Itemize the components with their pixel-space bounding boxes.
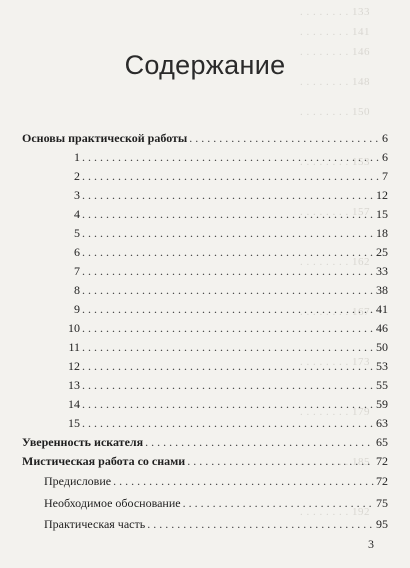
toc-entry[interactable] <box>22 129 388 148</box>
toc-entry-page: 6 <box>382 150 388 164</box>
dot-leader <box>82 319 374 338</box>
toc-entry[interactable] <box>22 433 388 452</box>
toc-entry-page: 59 <box>376 397 388 411</box>
toc-entry-page: 6 <box>382 131 388 145</box>
toc-entry-label: 2 <box>74 169 80 183</box>
toc-entry-label: 11 <box>68 340 80 354</box>
dot-leader <box>82 281 374 300</box>
dot-leader <box>82 300 374 319</box>
toc-entry-page: 38 <box>376 283 388 297</box>
toc-entry[interactable] <box>22 243 388 262</box>
dot-leader <box>82 148 380 167</box>
toc-entry[interactable] <box>22 471 388 493</box>
page-title: Содержание <box>124 50 286 81</box>
toc-entry-label: 1 <box>74 150 80 164</box>
toc-entry-page: 7 <box>382 169 388 183</box>
toc-entry-label: 10 <box>68 321 80 335</box>
table-of-contents <box>22 129 388 536</box>
toc-entry[interactable] <box>22 395 388 414</box>
toc-entry-page: 72 <box>376 474 388 488</box>
dot-leader <box>113 471 374 493</box>
toc-entry[interactable] <box>22 376 388 395</box>
toc-entry-label: 15 <box>68 416 80 430</box>
dot-leader <box>187 452 374 471</box>
toc-entry-label: Предисловие <box>44 474 112 488</box>
toc-entry-label: 5 <box>74 226 80 240</box>
toc-entry[interactable] <box>22 493 388 515</box>
toc-entry-label: 3 <box>74 188 80 202</box>
toc-entry-label: 13 <box>68 378 80 392</box>
dot-leader <box>189 129 380 148</box>
toc-entry-label: 14 <box>68 397 80 411</box>
toc-entry[interactable] <box>22 224 388 243</box>
show-through-background: . . . . . . . . 133 . . . . . . . . 141 . . . . . . . . 146 . . . . . . . . 148 . . . . . . . . 150 . . . . . . . . 153 . . . . . . . . 157 . . . . . . . . 162 . . . . . . . . 167 . . . . . . . . 173 . . . . . . . . 179 . . . . . . . . 185 . . . . . . . . 192 <box>300 6 370 518</box>
dot-leader <box>82 205 374 224</box>
dot-leader <box>147 514 374 536</box>
toc-entry-page: 33 <box>376 264 388 278</box>
toc-entry[interactable] <box>22 148 388 167</box>
toc-entry[interactable] <box>22 319 388 338</box>
toc-entry-page: 55 <box>376 378 388 392</box>
toc-entry[interactable] <box>22 338 388 357</box>
toc-entry[interactable] <box>22 186 388 205</box>
dot-leader <box>82 395 374 414</box>
dot-leader <box>183 493 374 515</box>
toc-entry[interactable] <box>22 205 388 224</box>
dot-leader <box>82 243 374 262</box>
toc-entry-page: 15 <box>376 207 388 221</box>
toc-entry[interactable] <box>22 514 388 536</box>
toc-entry-page: 46 <box>376 321 388 335</box>
toc-entry[interactable] <box>22 357 388 376</box>
toc-entry-label: 4 <box>74 207 80 221</box>
page-number: 3 <box>368 537 374 551</box>
toc-entry-page: 53 <box>376 359 388 373</box>
toc-entry-label: Уверенность искателя <box>22 435 144 449</box>
dot-leader <box>82 224 374 243</box>
toc-entry-label: 6 <box>74 245 80 259</box>
toc-entry-page: 50 <box>376 340 388 354</box>
toc-entry-label: Мистическая работа со снами <box>22 454 186 468</box>
toc-entry[interactable] <box>22 300 388 319</box>
toc-entry-page: 12 <box>376 188 388 202</box>
toc-entry-label: 7 <box>74 264 80 278</box>
toc-entry-page: 65 <box>376 435 388 449</box>
dot-leader <box>82 357 374 376</box>
toc-entry-label: Основы практической работы <box>22 131 188 145</box>
dot-leader <box>82 186 374 205</box>
toc-entry[interactable] <box>22 414 388 433</box>
toc-entry[interactable] <box>22 281 388 300</box>
dot-leader <box>82 338 374 357</box>
toc-entry-label: Практическая часть <box>44 517 146 531</box>
toc-entry-page: 41 <box>376 302 388 316</box>
toc-entry[interactable] <box>22 452 388 471</box>
toc-entry[interactable] <box>22 167 388 186</box>
dot-leader <box>82 262 374 281</box>
toc-entry-page: 95 <box>376 517 388 531</box>
toc-entry[interactable] <box>22 262 388 281</box>
toc-entry-label: Необходимое обоснование <box>44 495 181 510</box>
toc-entry-label: 12 <box>68 359 80 373</box>
toc-entry-page: 18 <box>376 226 388 240</box>
toc-entry-label: 9 <box>74 302 80 316</box>
dot-leader <box>82 376 374 395</box>
dot-leader <box>145 433 374 452</box>
dot-leader <box>82 167 380 186</box>
toc-entry-label: 8 <box>74 283 80 297</box>
toc-entry-page: 75 <box>376 495 388 510</box>
toc-entry-page: 63 <box>376 416 388 430</box>
dot-leader <box>82 414 374 433</box>
toc-entry-page: 25 <box>376 245 388 259</box>
toc-entry-page: 72 <box>376 454 388 468</box>
